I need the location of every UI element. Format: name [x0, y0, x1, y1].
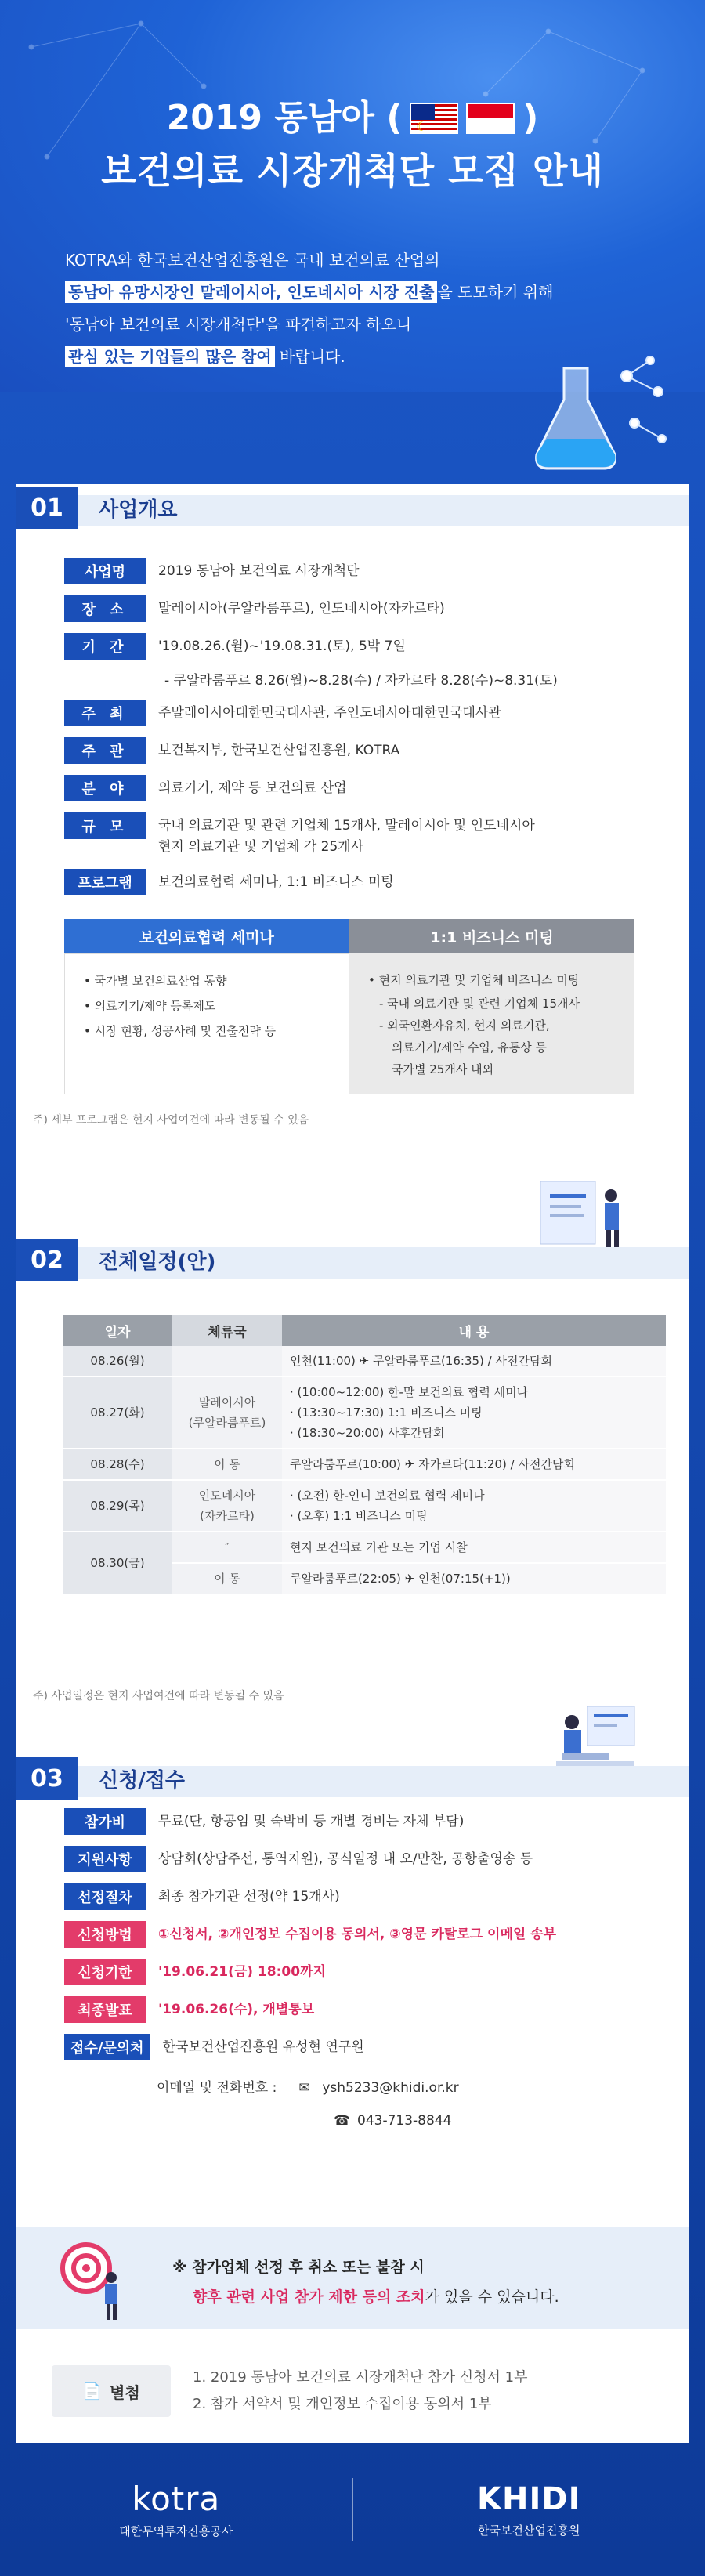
- section-header-application: [16, 1755, 689, 1802]
- col-date: 일자: [63, 1315, 172, 1346]
- row-tag: 분 야: [64, 775, 146, 801]
- row-tag: 최종발표: [64, 1996, 146, 2023]
- list-item: • 의료기기/제약 등록제도: [84, 999, 216, 1013]
- contact-info: [157, 2071, 556, 2137]
- row-tag: 신청방법: [64, 1921, 146, 1948]
- title-line1-a: 2019 동남아 (: [166, 98, 403, 138]
- row-value: 보건복지부, 한국보건산업진흥원, KOTRA: [158, 743, 400, 758]
- phone-number: 043-713-8844: [357, 2113, 452, 2129]
- row-tag: 프로그램: [64, 869, 146, 895]
- row-value: 상담회(상담주선, 통역지원), 공식일정 내 오/만찬, 공항출영송 등: [158, 1851, 533, 1867]
- malaysia-flag-icon: [410, 103, 458, 134]
- table-header-row: [63, 1315, 666, 1346]
- section-title: 전체일정(안): [99, 1250, 216, 1274]
- application-list: [16, 1808, 556, 2137]
- cell-country: 인도네시아 (자카르타): [172, 1480, 282, 1532]
- cell-content: 현지 보건의료 기관 또는 기업 시찰: [282, 1532, 666, 1563]
- cell-content: · (오전) 한-인니 보건의료 협력 세미나 · (오후) 1:1 비즈니스 미팅: [282, 1480, 666, 1532]
- attachment-item: 1. 2019 동남아 보건의료 시장개척단 참가 신청서 1부: [193, 2369, 528, 2386]
- intro-line: 동남아 유망시장인 말레이시아, 인도네시아 시장 진출 을 도모하기 위해: [65, 277, 705, 309]
- attachments: [52, 2364, 527, 2418]
- section-header-overview: [16, 484, 689, 531]
- title-line2: 보건의료 시장개척단 모집 안내: [101, 150, 604, 192]
- notice-line1: ※ 참가업체 선정 후 취소 또는 불참 시: [172, 2259, 425, 2276]
- document-icon: 📄: [82, 2382, 103, 2401]
- mail-icon: ✉: [298, 2080, 310, 2096]
- row-value: 보건의료협력 세미나, 1:1 비즈니스 미팅: [158, 874, 394, 890]
- title-line1-b: ): [522, 98, 539, 138]
- seminar-column: [64, 919, 349, 1094]
- application-row: [64, 1996, 556, 2023]
- phone-icon: ☎: [334, 2113, 351, 2129]
- table-row: [63, 1377, 666, 1449]
- overview-row: [64, 775, 689, 801]
- cell-date: 08.28(수): [63, 1449, 172, 1480]
- row-tag: 사업명: [64, 558, 146, 584]
- col-content: 내 용: [282, 1315, 666, 1346]
- cell-content: 쿠알라룸푸르(22:05) ✈ 인천(07:15(+1)): [282, 1563, 666, 1594]
- column-body: [64, 953, 349, 1094]
- column-header: 1:1 비즈니스 미팅: [349, 919, 634, 953]
- meeting-column: [349, 919, 634, 1094]
- row-tag: 주 관: [64, 737, 146, 764]
- row-value: 무료(단, 항공임 및 숙박비 등 개별 경비는 자체 부담): [158, 1814, 465, 1829]
- list-item: 국가별 25개사 내외: [392, 1062, 494, 1076]
- cell-country: 이 동: [172, 1563, 282, 1594]
- row-value: 한국보건산업진흥원 유성현 연구원: [162, 2039, 364, 2055]
- cell-date: 08.27(화): [63, 1377, 172, 1449]
- list-item: 의료기기/제약 수입, 유통상 등: [392, 1040, 548, 1055]
- column-body: [349, 953, 634, 1094]
- list-item: • 국가별 보건의료산업 동향: [84, 974, 227, 988]
- cell-date: 08.30(금): [63, 1532, 172, 1594]
- hero-banner: [0, 0, 705, 392]
- application-row: [64, 1883, 556, 1910]
- application-row: [64, 1846, 556, 1872]
- row-tag: 장 소: [64, 595, 146, 622]
- cell-country: 이 동: [172, 1449, 282, 1480]
- kotra-logo: kotra 대한무역투자진흥공사: [119, 2480, 233, 2538]
- application-row: [64, 1959, 556, 1985]
- row-tag: 규 모: [64, 812, 146, 839]
- intro-line: 관심 있는 기업들의 많은 참여 바랍니다.: [65, 341, 705, 373]
- row-tag: 신청기한: [64, 1959, 146, 1985]
- row-value: ①신청서, ②개인정보 수집이용 동의서, ③영문 카탈로그 이메일 송부: [158, 1927, 557, 1942]
- row-tag: 선정절차: [64, 1883, 146, 1910]
- section-header-schedule: [16, 1236, 689, 1283]
- section-number: 03: [16, 1757, 78, 1800]
- row-value: 주말레이시아대한민국대사관, 주인도네시아대한민국대사관: [158, 705, 501, 721]
- footer: [0, 2443, 705, 2576]
- row-value: '19.08.26.(월)~'19.08.31.(토), 5박 7일: [158, 639, 406, 654]
- cell-date: 08.26(월): [63, 1346, 172, 1377]
- row-value: 국내 의료기관 및 관련 기업체 15개사, 말레이시아 및 인도네시아 현지 의료기관 및 기업체 각 25개사: [158, 818, 535, 855]
- row-value: '19.06.21(금) 18:00까지: [158, 1964, 326, 1980]
- list-item: • 현지 의료기관 및 기업체 비즈니스 미팅: [368, 973, 580, 987]
- list-item: - 외국인환자유치, 현지 의료기관,: [379, 1018, 550, 1033]
- table-row: [63, 1480, 666, 1532]
- col-country: 체류국: [172, 1315, 282, 1346]
- program-columns: [64, 919, 634, 1094]
- row-tag: 주 최: [64, 700, 146, 726]
- notice-box: [16, 2227, 689, 2329]
- schedule-table: [63, 1315, 666, 1595]
- section-number: 01: [16, 487, 78, 529]
- row-tag: 지원사항: [64, 1846, 146, 1872]
- schedule-note: 주) 사업일정은 현지 사업여건에 따라 변동될 수 있음: [33, 1690, 284, 1702]
- cell-country: ″: [172, 1532, 282, 1563]
- cell-country: 말레이시아 (쿠알라룸푸르): [172, 1377, 282, 1449]
- list-item: - 국내 의료기관 및 관련 기업체 15개사: [379, 997, 580, 1011]
- cell-content: 쿠알라룸푸르(10:00) ✈ 자카르타(11:20) / 사전간담회: [282, 1449, 666, 1480]
- overview-row: [64, 737, 689, 764]
- section-title: 신청/접수: [99, 1768, 185, 1793]
- overview-list: [16, 558, 689, 895]
- indonesia-flag-icon: [466, 103, 515, 134]
- row-value: 최종 참가기관 선정(약 15개사): [158, 1889, 340, 1905]
- contact-label: 이메일 및 전화번호 :: [157, 2080, 277, 2096]
- intro-line: '동남아 보건의료 시장개척단'을 파견하고자 하오니: [65, 315, 412, 334]
- row-value: 2019 동남아 보건의료 시장개척단: [158, 563, 360, 579]
- cell-content: 인천(11:00) ✈ 쿠알라룸푸르(16:35) / 사전간담회: [282, 1346, 666, 1377]
- program-note: 주) 세부 프로그램은 현지 사업여건에 따라 변동될 수 있음: [33, 1114, 309, 1127]
- notice-line2: 향후 관련 사업 참가 제한 등의 조치가 있을 수 있습니다.: [193, 2288, 559, 2306]
- hero-title: [0, 94, 705, 199]
- overview-row: [64, 595, 689, 622]
- application-row: [64, 1921, 556, 1948]
- section-title: 사업개요: [99, 497, 178, 522]
- table-row: [63, 1532, 666, 1563]
- khidi-logo: KHIDI 한국보건산업진흥원: [477, 2480, 581, 2538]
- application-row: [64, 2034, 556, 2060]
- attachment-label: 별첨: [110, 2382, 140, 2402]
- row-value: 의료기기, 제약 등 보건의료 산업: [158, 780, 347, 796]
- row-value: 말레이시아(쿠알라룸푸르), 인도네시아(자카르타): [158, 601, 445, 617]
- content-panel: [16, 484, 689, 2443]
- table-row: [63, 1346, 666, 1377]
- row-tag: 기 간: [64, 633, 146, 660]
- row-tag: 참가비: [64, 1808, 146, 1835]
- cell-content: · (10:00~12:00) 한-말 보건의료 협력 세미나 · (13:30~17:30) 1:1 비즈니스 미팅 · (18:30~20:00) 사후간담회: [282, 1377, 666, 1449]
- list-item: • 시장 현황, 성공사례 및 진출전략 등: [84, 1024, 277, 1038]
- email-link[interactable]: ysh5233@khidi.or.kr: [322, 2080, 459, 2096]
- column-header: 보건의료협력 세미나: [64, 919, 349, 953]
- period-detail: - 쿠알라룸푸르 8.26(월)~8.28(수) / 자카르타 8.28(수)~8.31(토): [164, 673, 558, 689]
- application-row: [64, 1808, 556, 1835]
- flask-icon: [517, 345, 674, 478]
- overview-row: [64, 633, 689, 660]
- cell-date: 08.29(목): [63, 1480, 172, 1532]
- overview-row: [64, 812, 689, 858]
- attachment-item: 2. 참가 서약서 및 개인정보 수집이용 동의서 1부: [193, 2396, 492, 2412]
- section-number: 02: [16, 1239, 78, 1281]
- target-icon: [55, 2237, 133, 2323]
- attachment-list: [193, 2364, 527, 2418]
- overview-row: [64, 700, 689, 726]
- cell-country: [172, 1346, 282, 1377]
- overview-row: [64, 558, 689, 584]
- intro-line: KOTRA와 한국보건산업진흥원은 국내 보건의료 산업의: [65, 251, 440, 270]
- attachment-badge: [52, 2365, 171, 2417]
- row-tag: 접수/문의처: [64, 2034, 150, 2060]
- overview-row: [64, 869, 689, 895]
- table-row: [63, 1449, 666, 1480]
- row-value: '19.06.26(수), 개별통보: [158, 2002, 315, 2017]
